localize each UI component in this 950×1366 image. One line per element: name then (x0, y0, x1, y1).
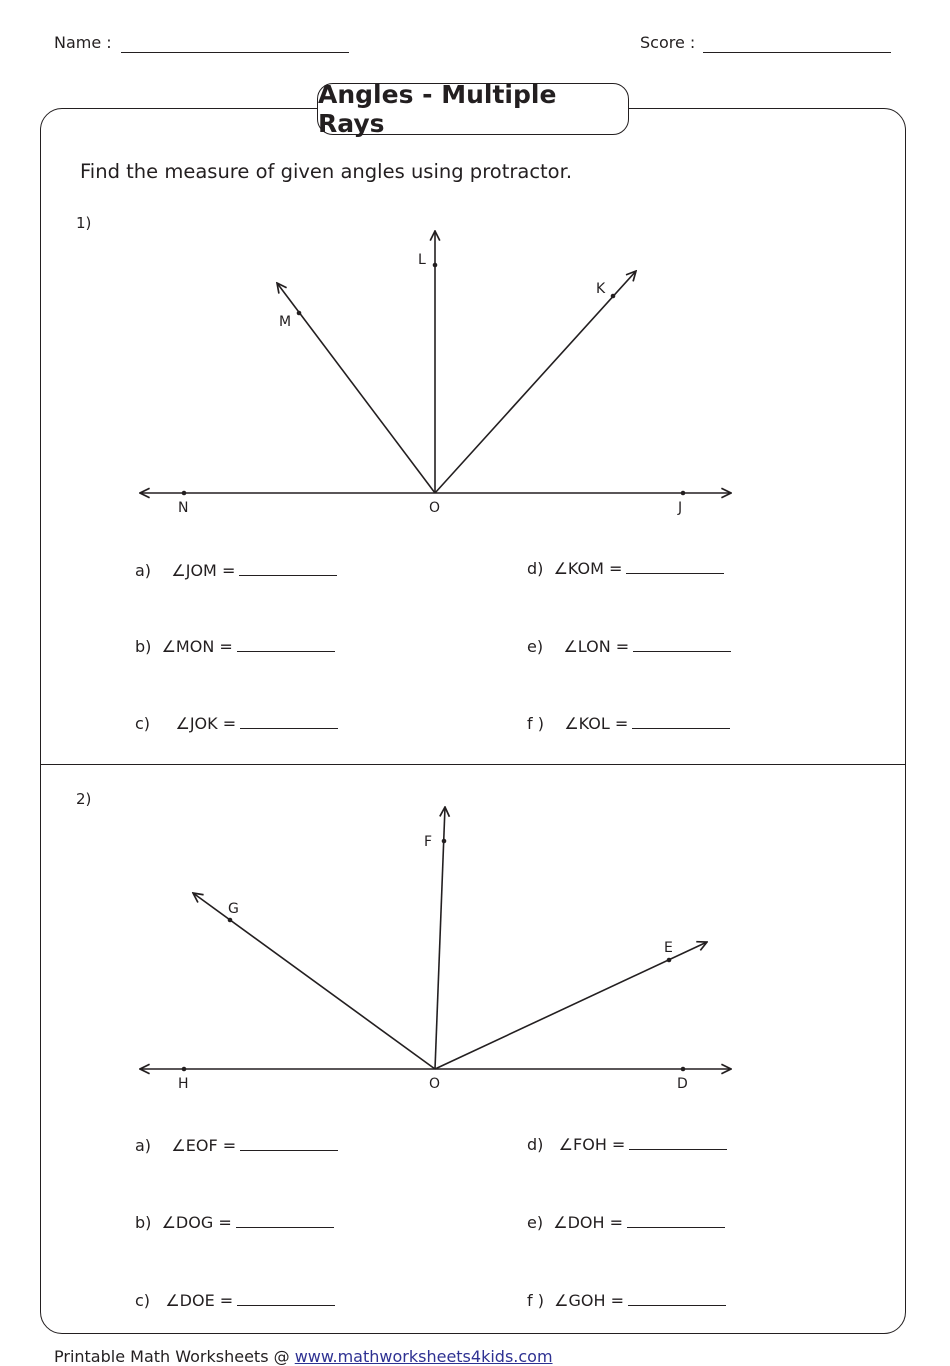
angle-expression: ∠FOH = (558, 1135, 626, 1154)
point-H (182, 1067, 187, 1072)
question-label: b) (135, 1213, 152, 1232)
angle-expression: ∠KOM = (553, 559, 623, 578)
angle-expression: ∠JOM = (171, 561, 236, 580)
ray-OE (435, 942, 707, 1069)
label-M: M (279, 314, 292, 330)
question-2a (135, 1136, 338, 1155)
instructions: Find the measure of given angles using protractor. (80, 160, 573, 183)
question-label: f ) (527, 1291, 544, 1310)
label-O: O (429, 1076, 441, 1092)
label-O: O (429, 500, 441, 516)
question-label: c) (135, 1291, 151, 1310)
answer-blank[interactable] (628, 1291, 726, 1306)
angle-expression: ∠MON = (161, 637, 233, 656)
question-2b (135, 1213, 334, 1232)
answer-blank[interactable] (237, 1291, 335, 1306)
label-N: N (178, 500, 189, 516)
question-2f (527, 1291, 726, 1310)
question-label: f ) (527, 714, 544, 733)
question-2d (527, 1135, 727, 1154)
question-label: b) (135, 637, 152, 656)
angle-expression: ∠JOK = (175, 714, 237, 733)
angle-expression: ∠DOG = (161, 1213, 232, 1232)
point-F (442, 839, 447, 844)
angle-expression: ∠DOE = (165, 1291, 234, 1310)
label-G: G (228, 901, 239, 917)
name-label: Name : (54, 33, 112, 52)
footer (54, 1347, 553, 1366)
question-label: a) (135, 1136, 152, 1155)
label-E: E (664, 940, 673, 956)
problem-1-number: 1) (76, 214, 92, 232)
point-G (228, 918, 233, 923)
point-D (681, 1067, 686, 1072)
label-J: J (678, 500, 683, 516)
footer-link[interactable]: www.mathworksheets4kids.com (294, 1347, 553, 1366)
answer-blank[interactable] (627, 1213, 725, 1228)
angle-expression: ∠KOL = (564, 714, 629, 733)
worksheet-title: Angles - Multiple Rays (317, 83, 629, 135)
question-2c (135, 1291, 335, 1310)
point-E (667, 958, 672, 963)
question-label: c) (135, 714, 151, 733)
question-2e (527, 1213, 725, 1232)
question-label: a) (135, 561, 152, 580)
label-D: D (677, 1076, 688, 1092)
score-label: Score : (640, 33, 696, 52)
label-K: K (596, 281, 606, 297)
footer-text: Printable Math Worksheets @ (54, 1347, 290, 1366)
angle-expression: ∠EOF = (171, 1136, 237, 1155)
angle-expression: ∠GOH = (554, 1291, 624, 1310)
label-L: L (418, 252, 426, 268)
question-label: d) (527, 1135, 544, 1154)
answer-blank[interactable] (236, 1213, 334, 1228)
angle-expression: ∠DOH = (553, 1213, 624, 1232)
problem-2-number: 2) (76, 790, 92, 808)
label-H: H (178, 1076, 189, 1092)
label-F: F (424, 834, 433, 850)
question-label: e) (527, 1213, 544, 1232)
answer-blank[interactable] (629, 1135, 727, 1150)
ray-OF (435, 807, 445, 1069)
angle-expression: ∠LON = (563, 637, 630, 656)
question-label: d) (527, 559, 544, 578)
question-label: e) (527, 637, 544, 656)
answer-blank[interactable] (240, 1136, 338, 1151)
